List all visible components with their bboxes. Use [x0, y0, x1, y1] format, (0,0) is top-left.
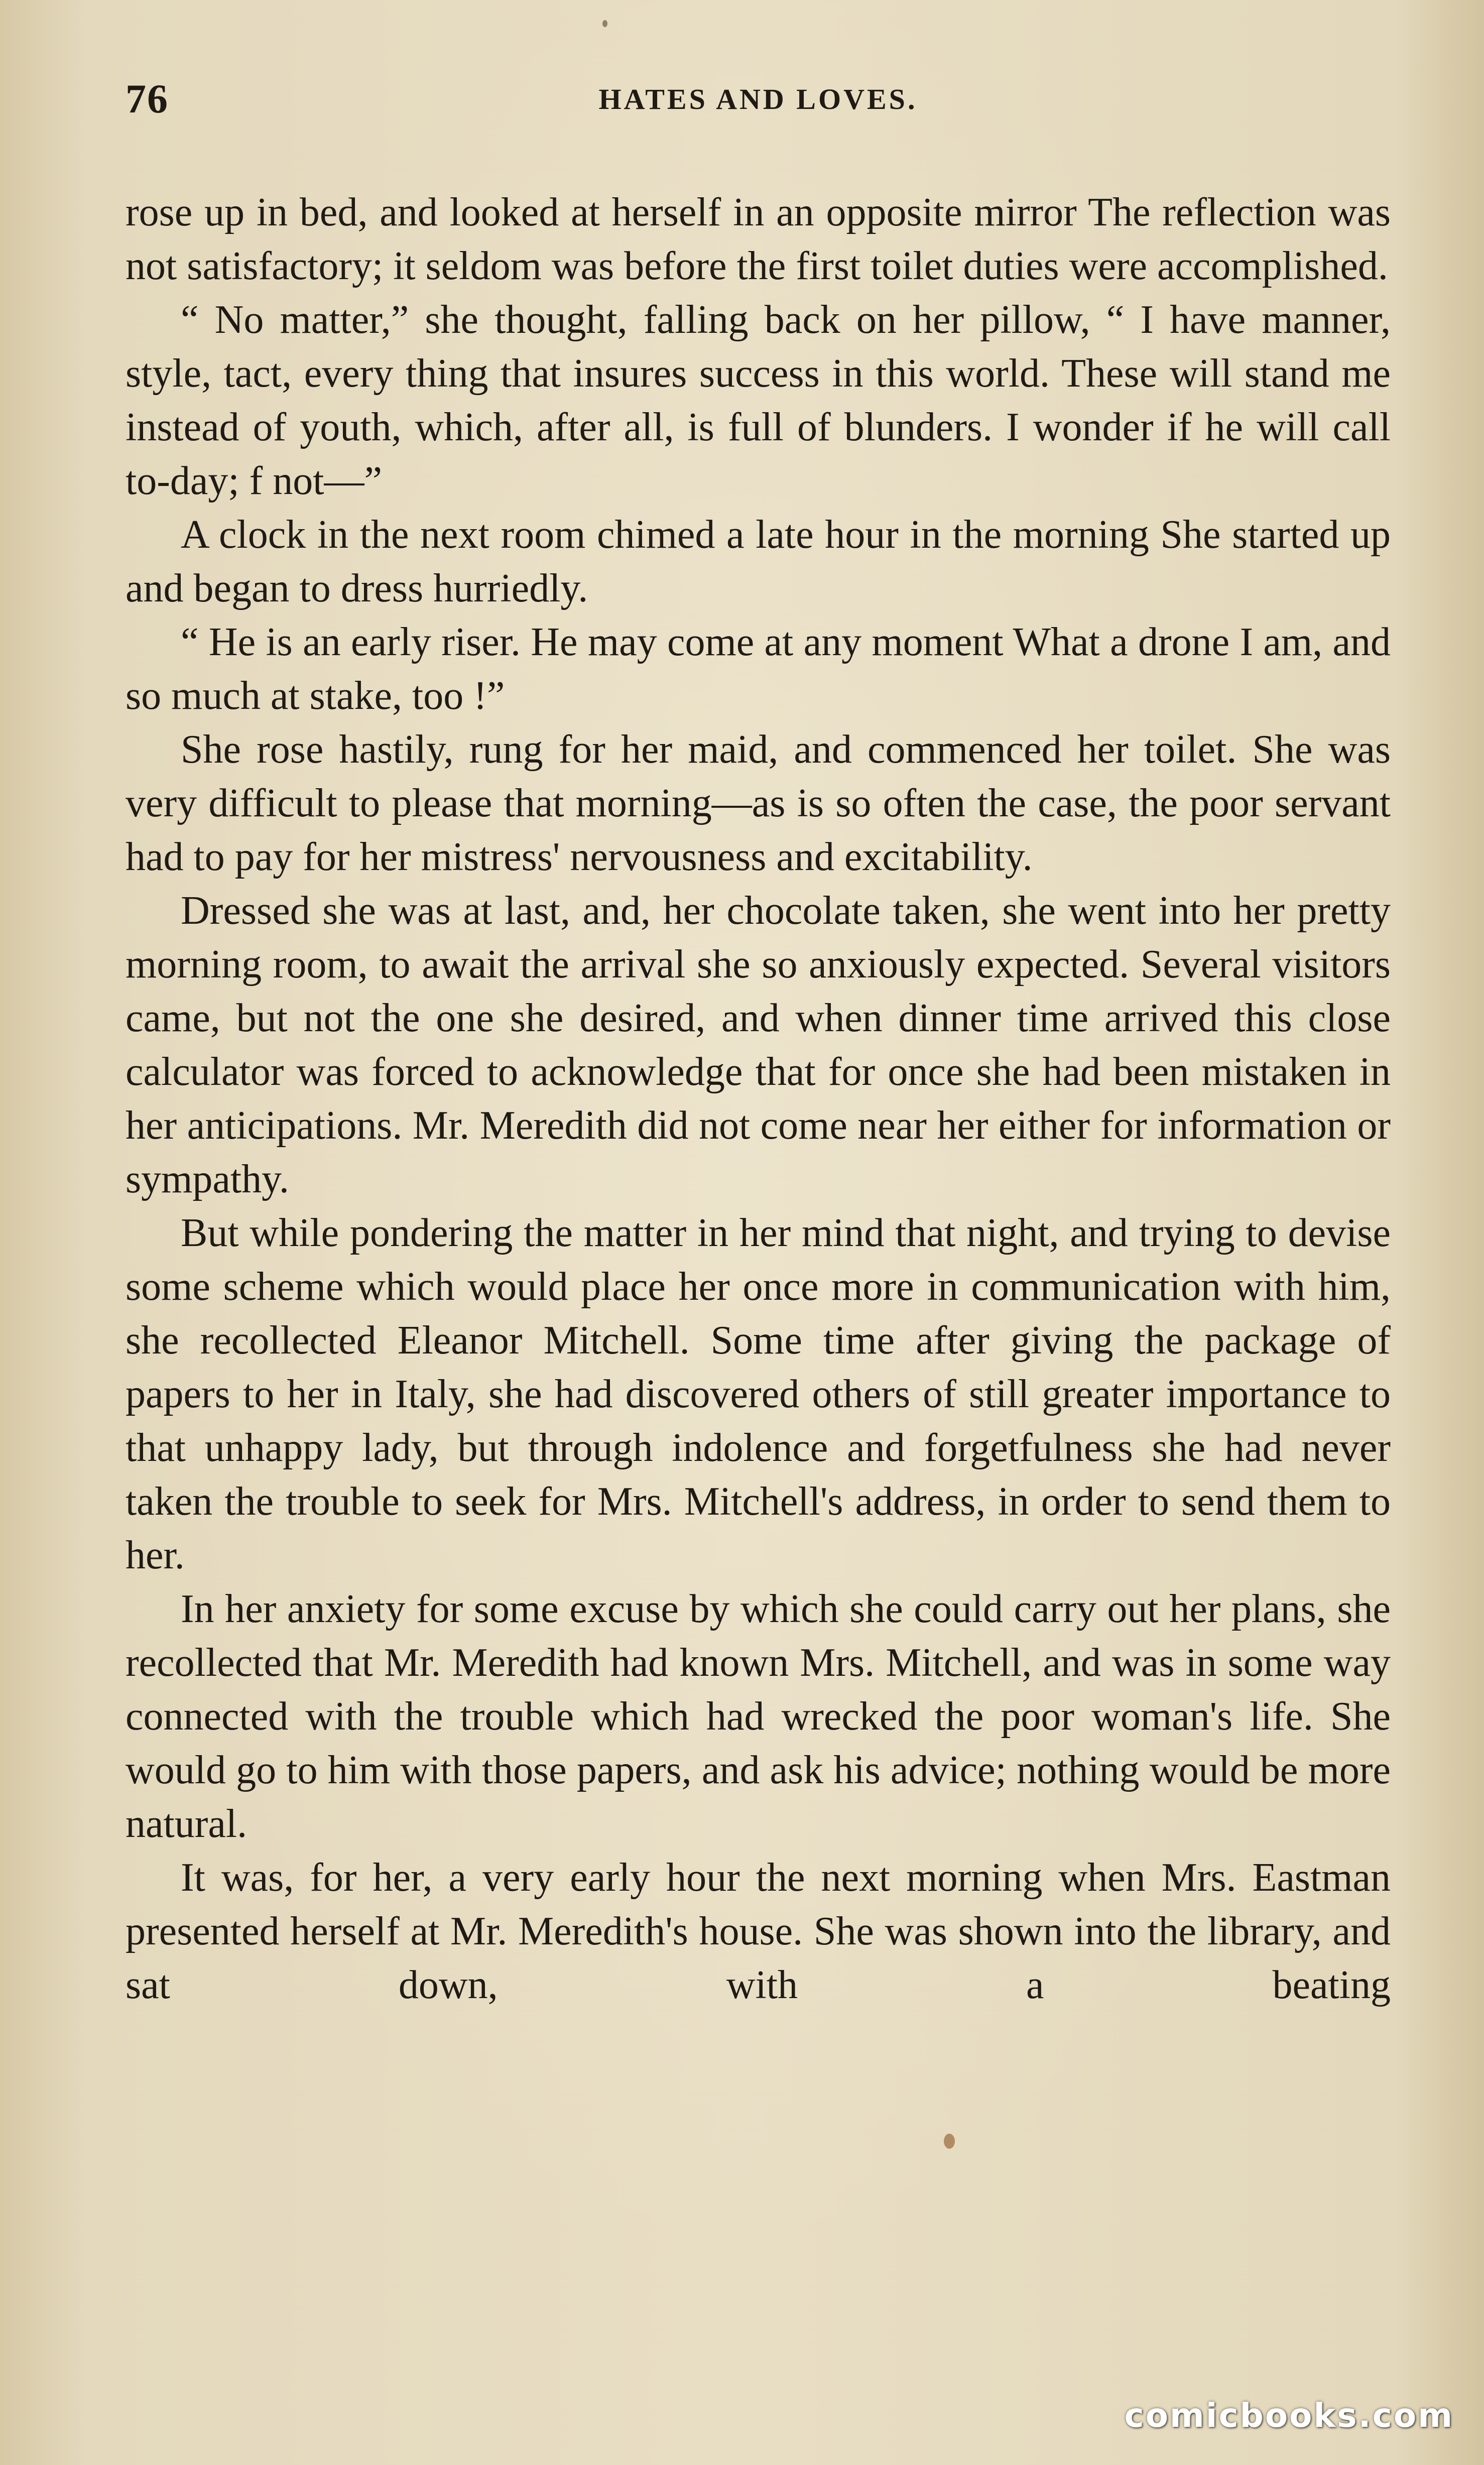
paragraph: She rose hastily, rung for her maid, and commenced her toilet. She was very difficult to please that morning—as is so often the case, the poor servant had to pay for her mistress' nervousness and excitability. [126, 727, 1391, 879]
watermark: comicbooks.com [1124, 2396, 1454, 2435]
page-number: 76 [126, 76, 169, 121]
paragraph: A clock in the next room chimed a late hour in the morning She started up and began to dress hurriedly. [126, 513, 1391, 610]
running-head [126, 75, 1391, 136]
paragraph: “ He is an early riser. He may come at any moment What a drone I am, and so much at stake, too !” [126, 620, 1391, 718]
paragraph: But while pondering the matter in her mind that night, and trying to devise some scheme which would place her once more in communication with him, she recollected Eleanor Mitchell. Some time after giving the package of papers to her in Italy, she had discovered others of still greater importance to that unhappy lady, but through indolence and forgetfulness she had never taken the trouble to seek for Mrs. Mitchell's address, in order to send them to her. [126, 1211, 1391, 1577]
paragraph: In her anxiety for some excuse by which she could carry out her plans, she recollected that Mr. Meredith had known Mrs. Mitchell, and was in some way connected with the trouble which had wrecked the poor woman's life. She would go to him with those papers, and ask his advice; nothing would be more natural. [126, 1587, 1391, 1846]
paragraph-continues: It was, for her, a very early hour the next morning when Mrs. Eastman presented herself at Mr. Meredith's house. She was shown into the library, and sat down, with a beating [126, 1856, 1391, 2007]
running-title: HATES AND LOVES. [598, 83, 918, 115]
paragraph-continued: rose up in bed, and looked at herself in an opposite mirror The reflection was not satisfactory; it seldom was before the first toilet duties were accomplished. [126, 190, 1391, 288]
body-text [126, 186, 1391, 2012]
paragraph: “ No matter,” she thought, falling back on her pillow, “ I have manner, style, tact, every thing that insures success in this world. These will stand me instead of youth, which, after all, is full of blunders. I wonder if he will call to-day; f not—” [126, 298, 1391, 503]
paragraph: Dressed she was at last, and, her chocolate taken, she went into her pretty morning room, to await the arrival she so anxiously expected. Several visitors came, but not the one she desired, and when dinner time arrived this close calculator was forced to acknowledge that for once she had been mistaken in her anticipations. Mr. Meredith did not come near her either for information or sympathy. [126, 889, 1391, 1201]
ink-speck [944, 2134, 955, 2149]
ink-speck [602, 20, 607, 27]
